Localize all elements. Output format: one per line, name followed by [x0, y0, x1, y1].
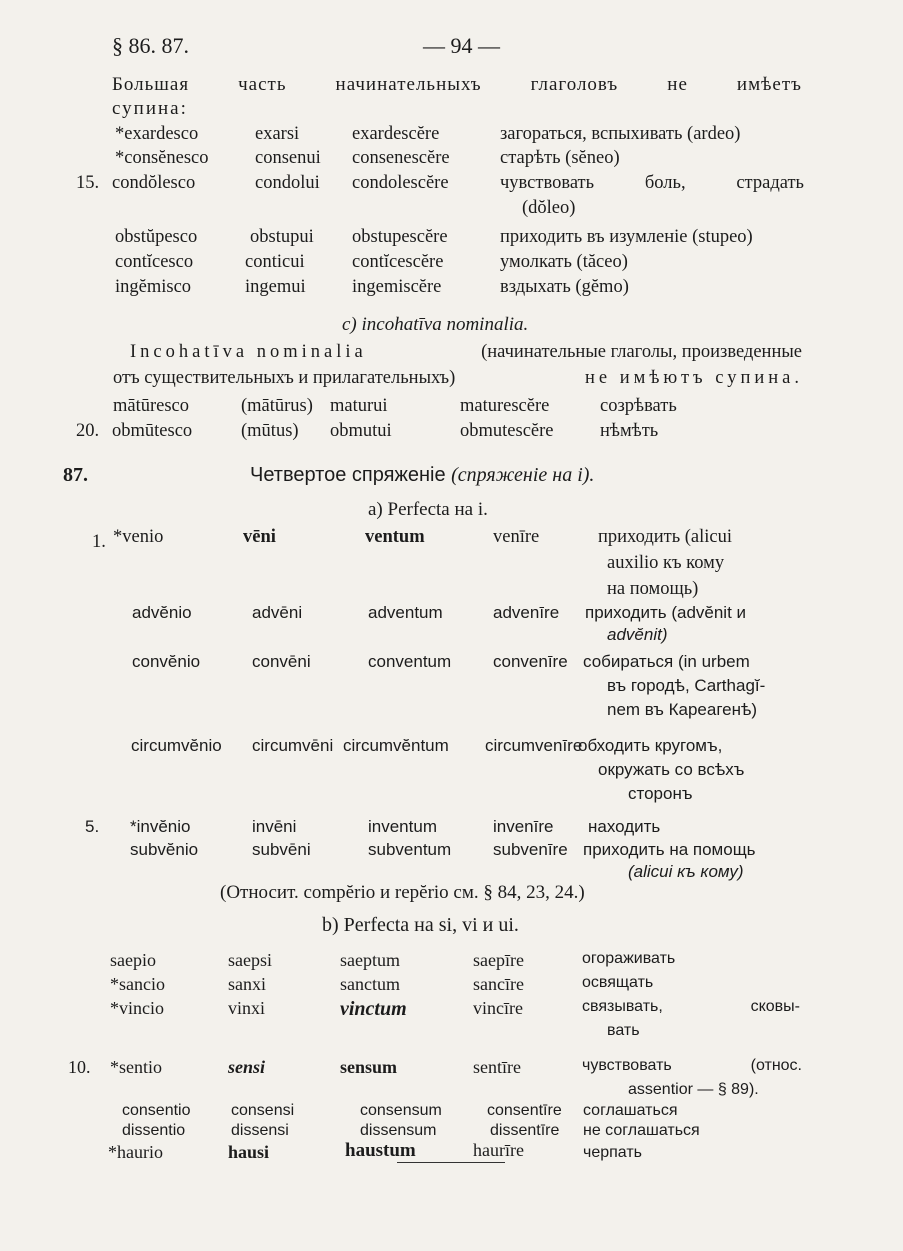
paragraph-c-line-1	[130, 342, 802, 363]
spaced-term: Incohatīva nominalia	[130, 342, 367, 362]
verb-translation: приходить на помощь	[583, 840, 756, 859]
verb-row	[0, 148, 903, 172]
verb-infinitive: exardescĕre	[352, 124, 440, 144]
verb-infinitive: convenīre	[493, 652, 568, 671]
verb-perfect: circumvēni	[252, 736, 334, 755]
intro-word: начинательныхъ	[335, 74, 482, 95]
verb-present: contĭcesco	[115, 252, 194, 272]
verb-infinitive: venīre	[493, 527, 540, 547]
verb-perfect: conticui	[245, 252, 305, 272]
verb-present: mātūresco	[113, 396, 190, 416]
verb-row	[0, 421, 903, 445]
verb-translation: связывать, сковы-	[582, 998, 800, 1015]
verb-row	[0, 277, 903, 301]
verb-translation: собираться (in urbem	[583, 652, 750, 671]
verb-translation: обходить кругомъ,	[578, 736, 723, 755]
row-number: 1.	[92, 532, 106, 552]
verb-translation: созрѣвать	[600, 396, 677, 416]
verb-present: *venio	[113, 527, 164, 547]
verb-row-continuation	[0, 198, 903, 222]
intro-word: глаголовъ	[530, 74, 619, 95]
verb-present: *haurio	[108, 1142, 163, 1162]
verb-perfect: obmutui	[330, 421, 392, 441]
verb-perfect: sensi	[228, 1057, 266, 1077]
verb-supine: conventum	[368, 652, 452, 671]
verb-perfect: obstupui	[250, 227, 314, 247]
verb-row	[0, 227, 903, 251]
verb-supine: inventum	[368, 817, 437, 836]
subsection-c-title: c) incohatīva nominalia.	[342, 314, 529, 335]
paragraph-c-line-2	[113, 368, 803, 389]
verb-translation: вздыхать (gĕmo)	[500, 277, 629, 297]
verb-perfect: condolui	[255, 173, 320, 193]
verb-infinitive: sentīre	[473, 1057, 521, 1077]
verb-source: (mātūrus)	[241, 396, 313, 416]
verb-supine: consensum	[360, 1102, 442, 1119]
verb-infinitive: sancīre	[473, 974, 524, 994]
row-number: 10.	[68, 1057, 91, 1077]
verb-present: condŏlesco	[112, 173, 196, 193]
subsection-b-title: b) Perfecta на si, vi и ui.	[322, 914, 519, 936]
verb-infinitive: dissentīre	[490, 1122, 560, 1139]
verb-present: *sentio	[110, 1057, 162, 1077]
verb-translation: загораться, вспыхивать (ardeo)	[500, 124, 741, 144]
verb-translation: auxilio къ кому	[607, 553, 725, 573]
verb-translation: нѣмѣть	[600, 421, 659, 441]
verb-infinitive: subvenīre	[493, 840, 568, 859]
reference-note: (Относит. compĕrio и repĕrio см. § 84, 23, 24.)	[220, 882, 585, 903]
verb-present: obmūtesco	[112, 421, 193, 441]
verb-infinitive: consenescĕre	[352, 148, 450, 168]
verb-translation: не соглашаться	[583, 1122, 700, 1139]
paragraph-text: отъ существительныхъ и прилагательныхъ)	[113, 368, 456, 388]
verb-translation: assentior — § 89).	[628, 1081, 759, 1098]
intro-word: Большая	[112, 74, 190, 95]
end-rule	[397, 1162, 505, 1163]
subsection-a-title: а) Perfecta на i.	[368, 499, 488, 520]
intro-word: не	[667, 74, 688, 95]
verb-supine: vinctum	[340, 998, 407, 1020]
verb-translation: вать	[607, 1022, 640, 1039]
verb-translation: advĕnit)	[607, 625, 668, 644]
verb-supine: circumvĕntum	[343, 736, 449, 755]
verb-present: saepio	[110, 950, 156, 970]
intro-line-2: супина:	[112, 98, 188, 119]
verb-perfect: exarsi	[255, 124, 300, 144]
verb-present: subvĕnio	[130, 840, 199, 859]
intro-line-1	[112, 74, 802, 96]
verb-translation: соглашаться	[583, 1102, 678, 1119]
verb-translation: приходить въ изумленіе (stupeo)	[500, 227, 753, 247]
verb-translation: приходить (advĕnit и	[585, 603, 747, 622]
verb-supine: sanctum	[340, 974, 400, 994]
spaced-term: не имѣютъ супина.	[585, 368, 803, 388]
verb-supine: ventum	[365, 527, 425, 547]
verb-infinitive: haurīre	[473, 1140, 524, 1160]
verb-perfect: maturui	[330, 396, 388, 416]
verb-infinitive: advenīre	[493, 603, 560, 622]
verb-perfect: saepsi	[228, 950, 272, 970]
verb-translation: vincīre	[473, 998, 523, 1018]
verb-perfect: convēni	[252, 652, 311, 671]
verb-present: dissentio	[122, 1122, 186, 1139]
verb-present: *vincio	[110, 998, 164, 1018]
verb-translation: на помощь)	[607, 579, 699, 599]
verb-row	[0, 252, 903, 276]
verb-present: ingĕmisco	[115, 277, 192, 297]
row-number: 5.	[85, 817, 100, 836]
verb-present: *consĕnesco	[115, 148, 209, 168]
verb-perfect: consenui	[255, 148, 321, 168]
verb-perfect: vinxi	[228, 998, 266, 1018]
verb-translation: чувствовать боль, страдать	[500, 173, 804, 193]
section-87-number: 87.	[63, 464, 88, 486]
verb-perfect: dissensi	[231, 1122, 289, 1139]
verb-perfect: advēni	[252, 603, 303, 622]
verb-present: *invĕnio	[130, 817, 191, 836]
intro-word: часть	[238, 74, 287, 95]
verb-perfect: hausi	[228, 1142, 270, 1162]
verb-infinitive: consentīre	[487, 1102, 562, 1119]
page-number: — 94 —	[423, 33, 500, 58]
verb-infinitive: obmutescĕre	[460, 421, 554, 441]
verb-perfect: sanxi	[228, 974, 266, 994]
section-reference: § 86. 87.	[112, 33, 189, 58]
verb-infinitive: ingemiscĕre	[352, 277, 442, 297]
section-title-text: Четвертое спряженіе	[250, 464, 446, 486]
section-87-title	[250, 464, 594, 487]
verb-supine: haustum	[345, 1140, 416, 1161]
verb-translation: nem въ Кареагенѣ)	[607, 700, 758, 719]
verb-translation: (alicui къ кому)	[628, 862, 744, 881]
paragraph-text: (начинательные глаголы, произведенные	[481, 342, 802, 362]
verb-row	[0, 173, 903, 197]
verb-supine: saeptum	[340, 950, 400, 970]
row-number: 15.	[76, 173, 100, 193]
verb-translation: умолкать (tăceo)	[500, 252, 628, 272]
verb-translation: огораживать	[582, 950, 676, 967]
intro-word: имѣетъ	[736, 74, 802, 95]
verb-supine: subventum	[368, 840, 452, 859]
verb-perfect: ingemui	[245, 277, 306, 297]
verb-infinitive: maturescĕre	[460, 396, 550, 416]
verb-infinitive: saepīre	[473, 950, 524, 970]
verb-translation: чувствовать (относ.	[582, 1057, 802, 1074]
verb-present: obstŭpesco	[115, 227, 198, 247]
verb-translation: въ городѣ, Carthagĭ-	[607, 676, 766, 695]
verb-translation: окружать со всѣхъ	[598, 760, 745, 779]
verb-infinitive: invenīre	[493, 817, 554, 836]
section-title-italic: (спряженіе на i).	[451, 464, 595, 486]
verb-supine: sensum	[340, 1057, 398, 1077]
verb-translation: черпать	[583, 1144, 643, 1161]
verb-present: advĕnio	[132, 603, 192, 622]
verb-row	[0, 124, 903, 148]
row-number: 20.	[76, 421, 100, 441]
verb-perfect: consensi	[231, 1102, 295, 1119]
verb-perfect: vēni	[243, 527, 276, 547]
verb-present: *exardesco	[115, 124, 199, 144]
verb-translation: сторонъ	[628, 784, 693, 803]
verb-supine: adventum	[368, 603, 443, 622]
verb-present: *sancio	[110, 974, 165, 994]
verb-infinitive: circumvenīre	[485, 736, 583, 755]
verb-present: consentio	[122, 1102, 191, 1119]
verb-infinitive: contĭcescĕre	[352, 252, 444, 272]
verb-translation-cont: (dŏleo)	[522, 198, 576, 218]
verb-translation: освящать	[582, 974, 654, 991]
verb-supine: dissensum	[360, 1122, 437, 1139]
verb-translation: находить	[588, 817, 661, 836]
verb-present: convĕnio	[132, 652, 201, 671]
verb-row	[0, 396, 903, 420]
verb-translation: старѣть (sĕneo)	[500, 148, 620, 168]
verb-infinitive: condolescĕre	[352, 173, 449, 193]
verb-infinitive: obstupescĕre	[352, 227, 448, 247]
verb-perfect: subvēni	[252, 840, 311, 859]
verb-present: circumvĕnio	[131, 736, 222, 755]
verb-perfect: invēni	[252, 817, 297, 836]
verb-source: (mūtus)	[241, 421, 299, 441]
verb-translation: приходить (alicui	[598, 527, 733, 547]
